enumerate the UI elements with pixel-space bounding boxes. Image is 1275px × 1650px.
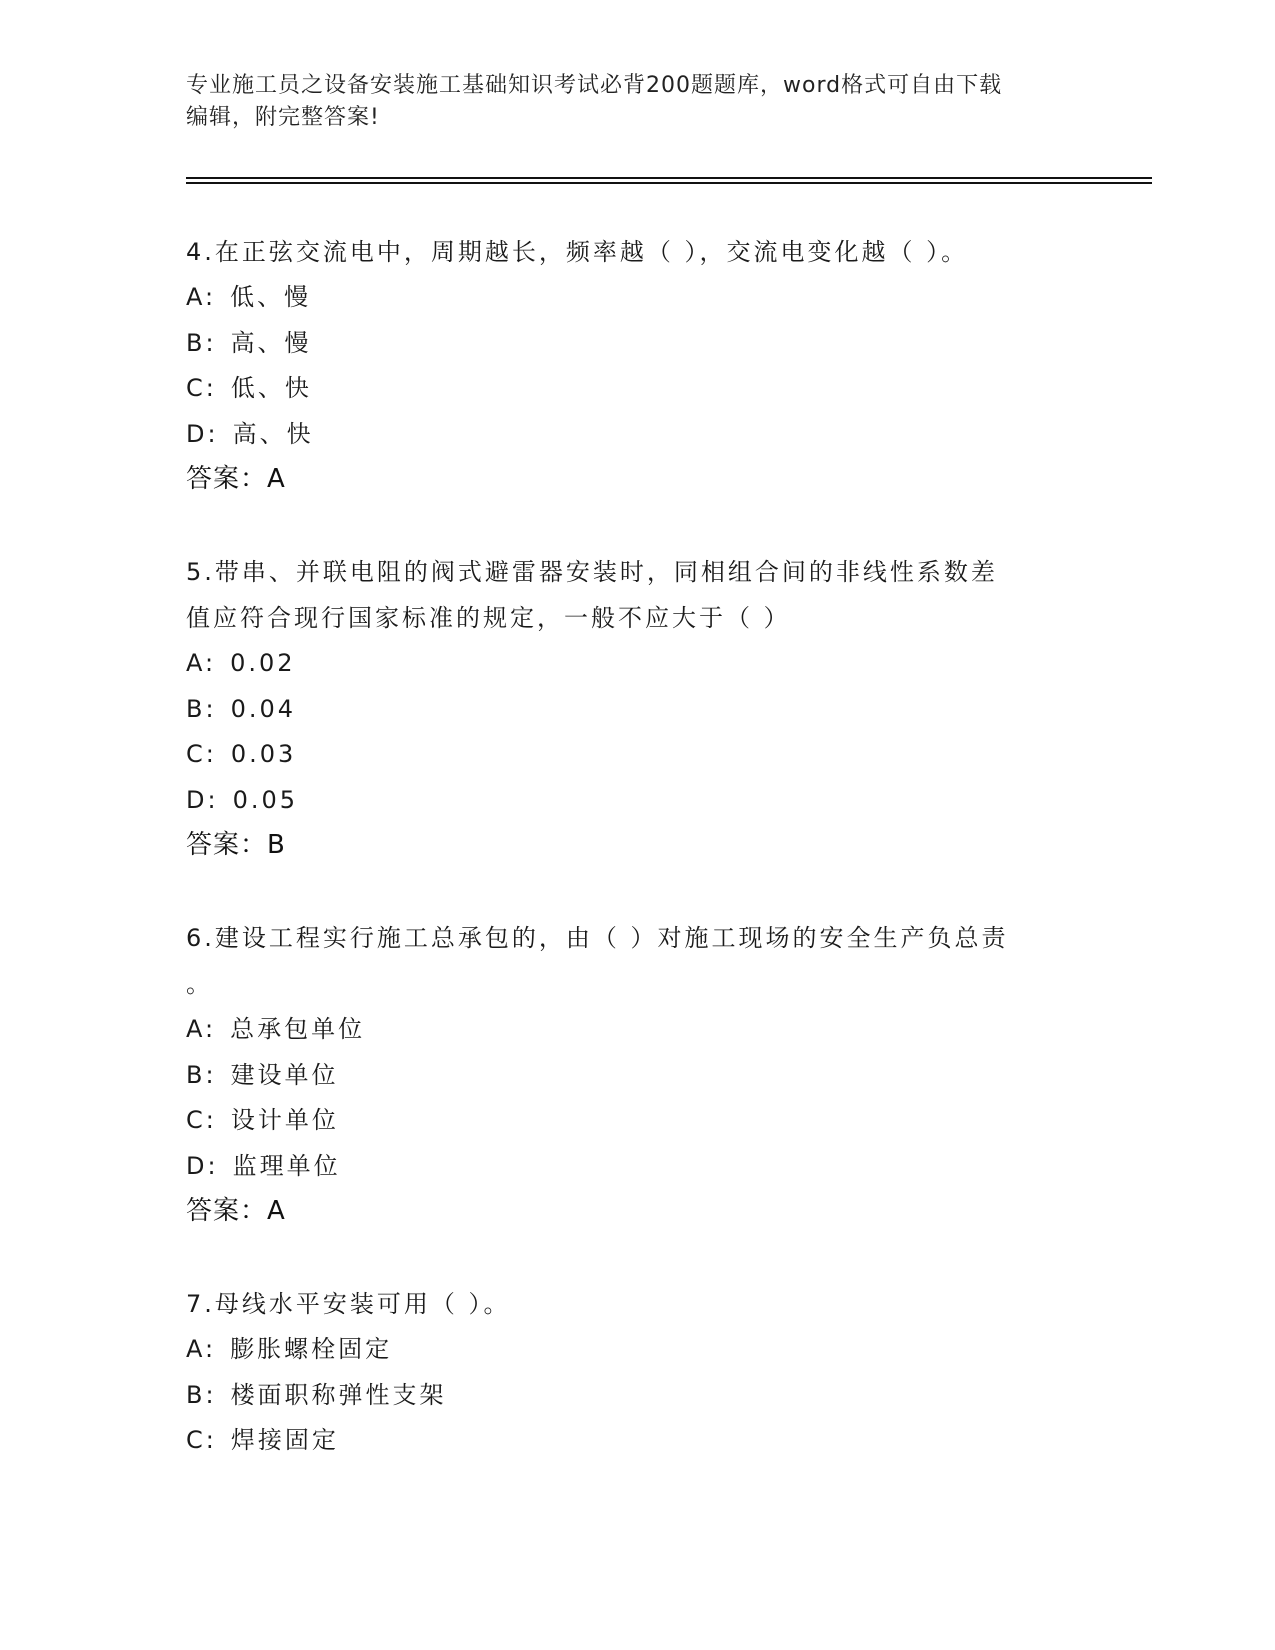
answer-label: 答案：A: [186, 464, 286, 494]
option-text: 监理单位: [232, 1151, 341, 1180]
header-divider-top: [186, 177, 1152, 179]
question-7: [186, 1281, 1086, 1464]
option-c: [186, 1098, 1086, 1144]
option-d: [186, 778, 1086, 824]
question-stem: 4.在正弦交流电中，周期越长，频率越（ ），交流电变化越（ ）。: [186, 238, 969, 266]
option-key: D:: [186, 785, 219, 814]
option-a: [186, 1327, 1086, 1373]
option-key: C:: [186, 740, 217, 768]
option-c: [186, 366, 1086, 412]
option-a: [186, 275, 1086, 321]
option-text: 0.05: [232, 785, 299, 814]
option-text: 0.02: [230, 649, 296, 677]
option-text: 高、慢: [230, 328, 312, 357]
answer-label: 答案：A: [186, 1196, 286, 1226]
option-key: B:: [186, 694, 217, 723]
option-key: A:: [186, 1335, 217, 1363]
option-b: [186, 1053, 1086, 1099]
header-divider-bottom: [186, 182, 1152, 184]
option-text: 0.04: [230, 694, 296, 723]
option-key: A:: [186, 283, 217, 311]
option-key: D:: [186, 1151, 219, 1180]
question-stem-line-1: 5.带串、并联电阻的阀式避雷器安装时，同相组合间的非线性系数差: [186, 558, 998, 586]
question-6: [186, 915, 1086, 1234]
option-key: A:: [186, 1015, 217, 1043]
option-key: C:: [186, 1426, 217, 1454]
option-key: B:: [186, 1380, 217, 1409]
option-text: 建设单位: [230, 1060, 339, 1089]
option-b: [186, 321, 1086, 367]
answer-label: 答案：B: [186, 830, 286, 860]
option-text: 总承包单位: [230, 1015, 366, 1043]
option-key: C:: [186, 374, 217, 402]
question-stem-line-2: 值应符合现行国家标准的规定，一般不应大于（ ）: [186, 604, 791, 632]
question-stem-line-2: 。: [186, 970, 213, 998]
question-stem-line-1: 6.建设工程实行施工总承包的，由（ ）对施工现场的安全生产负总责: [186, 924, 1009, 952]
option-text: 焊接固定: [230, 1426, 339, 1454]
option-key: B:: [186, 1060, 217, 1089]
option-key: A:: [186, 649, 217, 677]
option-key: C:: [186, 1106, 217, 1134]
option-text: 设计单位: [230, 1106, 339, 1134]
option-text: 低、快: [230, 374, 312, 402]
header-title-line-1: 专业施工员之设备安装施工基础知识考试必背200题题库，word格式可自由下载: [186, 73, 1003, 98]
option-d: [186, 1144, 1086, 1190]
option-key: B:: [186, 328, 217, 357]
option-c: [186, 1418, 1086, 1464]
question-5: [186, 549, 1086, 868]
option-b: [186, 1373, 1086, 1419]
option-key: D:: [186, 419, 219, 448]
option-text: 0.03: [230, 740, 297, 768]
option-a: [186, 1007, 1086, 1053]
option-d: [186, 412, 1086, 458]
question-4: [186, 229, 1086, 502]
option-text: 高、快: [232, 419, 314, 448]
option-text: 楼面职称弹性支架: [230, 1380, 447, 1409]
header-title-line-2: 编辑，附完整答案!: [186, 105, 380, 130]
option-a: [186, 641, 1086, 687]
option-text: 低、慢: [230, 283, 312, 311]
document-header: [186, 70, 1066, 134]
option-text: 膨胀螺栓固定: [230, 1335, 393, 1363]
question-stem: 7.母线水平安装可用（ ）。: [186, 1290, 511, 1318]
option-c: [186, 732, 1086, 778]
option-b: [186, 687, 1086, 733]
